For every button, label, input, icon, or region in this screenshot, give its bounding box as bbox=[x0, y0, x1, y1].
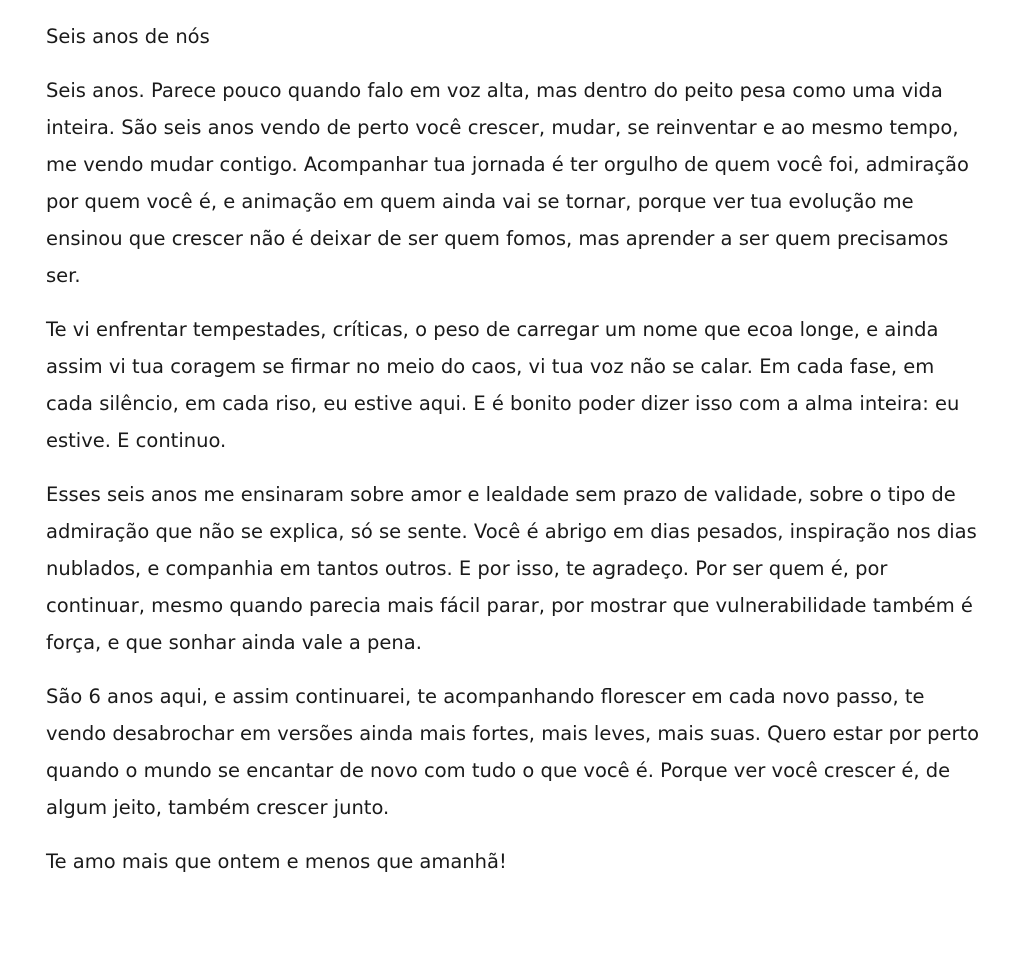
document-body bbox=[46, 18, 986, 897]
paragraph-3: Esses seis anos me ensinaram sobre amor e lealdade sem prazo de validade, sobre o tipo de admiração que não se explica, só se sente. Você é abrigo em dias pesados, inspiração nos dias nublados, e companhia em tantos outros. E por isso, te agradeço. Por ser quem é, por continuar, mesmo quando parecia mais fácil parar, por mostrar que vulnerabilidade também é força, e que sonhar ainda vale a pena. bbox=[46, 483, 977, 654]
document-title: Seis anos de nós bbox=[46, 25, 210, 48]
paragraph-4: São 6 anos aqui, e assim continuarei, te acompanhando florescer em cada novo passo, te vendo desabrochar em versões ainda mais fortes, mais leves, mais suas. Quero estar por perto quando o mundo se encantar de novo com tudo o que você é. Porque ver você crescer é, de algum jeito, também crescer junto. bbox=[46, 685, 980, 819]
paragraph-2: Te vi enfrentar tempestades, críticas, o peso de carregar um nome que ecoa longe, e ainda assim vi tua coragem se firmar no meio do caos, vi tua voz não se calar. Em cada fase, em cada silêncio, em cada riso, eu estive aqui. E é bonito poder dizer isso com a alma inteira: eu estive. E continuo. bbox=[46, 318, 960, 452]
paragraph-5: Te amo mais que ontem e menos que amanhã! bbox=[46, 850, 507, 873]
paragraph-1: Seis anos. Parece pouco quando falo em voz alta, mas dentro do peito pesa como uma vida inteira. São seis anos vendo de perto você crescer, mudar, se reinventar e ao mesmo tempo, me vendo mudar contigo. Acompanhar tua jornada é ter orgulho de quem você foi, admiração por quem você é, e animação em quem ainda vai se tornar, porque ver tua evolução me ensinou que crescer não é deixar de ser quem fomos, mas aprender a ser quem precisamos ser. bbox=[46, 79, 969, 287]
